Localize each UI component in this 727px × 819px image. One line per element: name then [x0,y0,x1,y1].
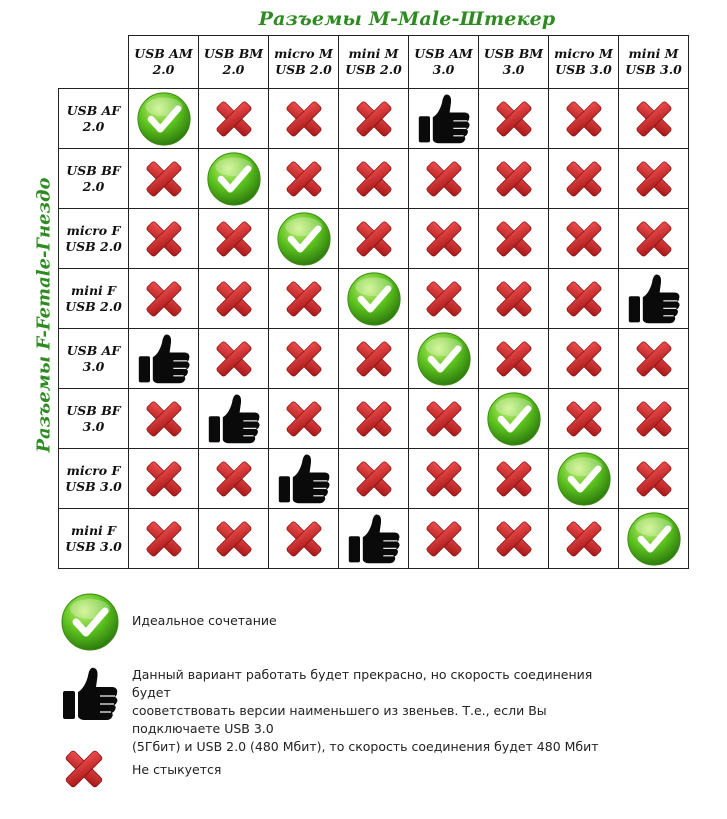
column-header [339,36,409,89]
table-cell [269,449,339,509]
row-header-label: USB AF 3.0 [66,342,121,374]
cross-icon [631,156,677,202]
table-cell [339,389,409,449]
table-row [59,389,689,449]
cross-icon [141,216,187,262]
table-cell [549,89,619,149]
row-header [59,269,129,329]
cross-icon [631,456,677,502]
cross-icon [141,276,187,322]
row-header [59,149,129,209]
table-cell [409,269,479,329]
table-cell [339,149,409,209]
column-header-label: mini M USB 3.0 [625,46,682,77]
table-row [59,449,689,509]
table-cell [549,209,619,269]
table-cell [549,449,619,509]
table-cell [409,449,479,509]
row-header [59,449,129,509]
cross-icon [561,156,607,202]
cross-icon [491,96,537,142]
legend-incompatible-text: Не стыкуется [132,762,222,777]
table-cell [409,329,479,389]
row-header-label: mini F USB 3.0 [65,522,122,554]
row-header-label: micro F USB 3.0 [65,462,122,494]
compatibility-table [58,35,689,569]
cross-icon [561,396,607,442]
cross-icon [351,96,397,142]
table-cell [199,509,269,569]
table-cell [339,269,409,329]
table-cell [479,89,549,149]
legend-cross-icon [60,745,108,797]
row-header [59,509,129,569]
cross-icon [141,396,187,442]
table-row [59,329,689,389]
row-header [59,89,129,149]
table-cell [129,329,199,389]
check-circle-icon [206,151,262,207]
table-cell [199,389,269,449]
rows-title: Разъемы F-Female-Гнездо [33,177,55,453]
cross-icon [421,156,467,202]
check-circle-icon [136,91,192,147]
row-header-label: micro F USB 2.0 [65,222,122,254]
cross-icon [351,156,397,202]
thumbs-up-icon [136,331,192,387]
cross-icon [281,156,327,202]
table-cell [129,149,199,209]
table-cell [199,209,269,269]
table-cell [619,509,689,569]
cross-icon [351,216,397,262]
table-cell [269,269,339,329]
columns-title: Разъемы M-Male-Штекер [258,8,556,30]
table-cell [129,449,199,509]
cross-icon [631,396,677,442]
column-header-label: USB AM 3.0 [414,46,473,77]
table-cell [549,149,619,209]
check-circle-icon [626,511,682,567]
table-cell [619,329,689,389]
table-cell [129,209,199,269]
cross-icon [561,96,607,142]
table-header-row [59,36,689,89]
cross-icon [631,336,677,382]
cross-icon [491,156,537,202]
row-header-label: USB BF 2.0 [66,162,121,194]
table-cell [339,209,409,269]
cross-icon [211,276,257,322]
cross-icon [211,216,257,262]
table-row [59,209,689,269]
cross-icon [211,96,257,142]
cross-icon [351,336,397,382]
table-cell [409,209,479,269]
table-cell [269,389,339,449]
column-header [199,36,269,89]
table-corner [59,36,129,89]
table-cell [269,209,339,269]
table-row [59,149,689,209]
column-header-label: micro M USB 2.0 [274,46,333,77]
cross-icon [141,516,187,562]
cross-icon [351,396,397,442]
cross-icon [561,216,607,262]
cross-icon [421,456,467,502]
column-header-label: micro M USB 3.0 [554,46,613,77]
cross-icon [561,276,607,322]
table-cell [409,89,479,149]
check-circle-icon [346,271,402,327]
table-cell [619,269,689,329]
cross-icon [281,276,327,322]
table-cell [479,269,549,329]
table-cell [409,509,479,569]
legend-perfect-text: Идеальное сочетание [132,613,277,628]
table-row [59,509,689,569]
table-cell [409,389,479,449]
table-cell [199,89,269,149]
column-header [269,36,339,89]
cross-icon [561,336,607,382]
check-circle-icon [556,451,612,507]
table-cell [479,329,549,389]
table-cell [619,389,689,449]
table-cell [199,149,269,209]
table-cell [269,509,339,569]
table-cell [479,209,549,269]
column-header [619,36,689,89]
thumbs-up-icon [276,451,332,507]
row-header [59,329,129,389]
cross-icon [141,156,187,202]
table-cell [199,269,269,329]
table-cell [129,389,199,449]
cross-icon [491,516,537,562]
table-cell [619,209,689,269]
table-row [59,269,689,329]
table-cell [269,89,339,149]
cross-icon [421,216,467,262]
legend-thumbs-up-icon [60,664,120,728]
cross-icon [421,276,467,322]
column-header-label: USB AM 2.0 [134,46,193,77]
table-cell [269,329,339,389]
table-cell [619,449,689,509]
row-header [59,389,129,449]
table-cell [479,149,549,209]
table-cell [339,89,409,149]
cross-icon [351,456,397,502]
thumbs-up-icon [626,271,682,327]
column-header [409,36,479,89]
cross-icon [631,216,677,262]
row-header-label: mini F USB 2.0 [65,282,122,314]
table-cell [479,509,549,569]
cross-icon [491,456,537,502]
row-header-label: USB AF 2.0 [66,102,121,134]
thumbs-up-icon [346,511,402,567]
check-circle-icon [486,391,542,447]
table-cell [339,449,409,509]
table-cell [269,149,339,209]
legend-check-icon [60,592,120,656]
cross-icon [491,276,537,322]
column-header [549,36,619,89]
table-cell [549,269,619,329]
table-cell [339,329,409,389]
table-cell [549,389,619,449]
thumbs-up-icon [416,91,472,147]
table-cell [339,509,409,569]
table-cell [619,89,689,149]
table-cell [199,329,269,389]
cross-icon [491,216,537,262]
table-cell [619,149,689,209]
cross-icon [421,516,467,562]
table-cell [409,149,479,209]
cross-icon [141,456,187,502]
table-cell [199,449,269,509]
column-header [479,36,549,89]
cross-icon [281,516,327,562]
row-header [59,209,129,269]
thumbs-up-icon [206,391,262,447]
cross-icon [211,456,257,502]
column-header-label: USB BM 3.0 [483,46,544,77]
legend-works-text: Данный вариант работать будет прекрасно, но скорость соединения будет сооветствовать версии наименьшего из звеньев. Т.е., если Вы подключаете USB 3.0 (5Гбит) и USB 2.0 (480 Мбит), то скорость соединения будет 480 Мбит [132,667,599,754]
table-cell [549,509,619,569]
column-header-label: USB BM 2.0 [203,46,264,77]
cross-icon [281,336,327,382]
cross-icon [211,336,257,382]
check-circle-icon [276,211,332,267]
table-cell [129,269,199,329]
cross-icon [421,396,467,442]
table-row [59,89,689,149]
cross-icon [491,336,537,382]
cross-icon [211,516,257,562]
table-cell [549,329,619,389]
table-cell [479,449,549,509]
cross-icon [281,396,327,442]
row-header-label: USB BF 3.0 [66,402,121,434]
column-header-label: mini M USB 2.0 [345,46,402,77]
cross-icon [561,516,607,562]
column-header [129,36,199,89]
table-cell [129,509,199,569]
check-circle-icon [416,331,472,387]
cross-icon [281,96,327,142]
table-cell [479,389,549,449]
cross-icon [631,96,677,142]
table-cell [129,89,199,149]
